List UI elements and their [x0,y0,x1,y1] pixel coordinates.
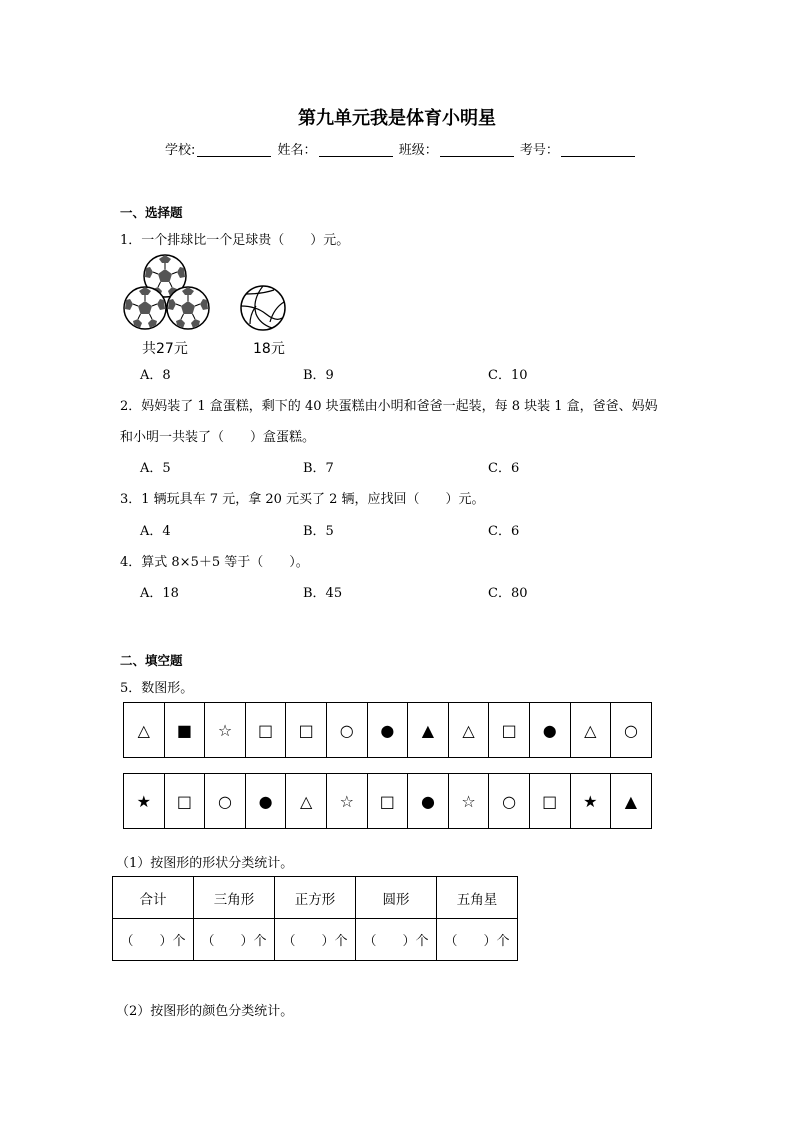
shape-cell: △ [448,703,489,758]
shape-cell: ☆ [205,703,246,758]
sub-question-1: （1）按图形的形状分类统计。 [116,856,294,871]
soccer-ball-right [167,287,209,329]
q3-option-b[interactable]: B．5 [303,524,334,539]
q2-option-a[interactable]: A．5 [140,461,171,476]
name-label: 姓名： [277,143,317,158]
shape-cell: ○ [326,703,367,758]
q3-option-c[interactable]: C．6 [488,524,520,539]
question-4-text: 4．算式 8×5＋5 等于（ ）。 [120,555,309,570]
section-fill-heading: 二、填空题 [120,653,183,668]
sub-question-2: （2）按图形的颜色分类统计。 [116,1004,294,1019]
page-title: 第九单元我是体育小明星 [298,108,496,129]
exam-no-blank[interactable] [561,142,635,157]
answer-triangle[interactable]: （ ）个 [194,919,275,961]
shape-cell: ▲ [611,774,652,829]
shape-cell: ■ [164,703,205,758]
shape-cell: □ [489,703,530,758]
q3-option-a[interactable]: A．4 [140,524,171,539]
shape-cell: ○ [205,774,246,829]
shape-cell: □ [245,703,286,758]
q2-option-c[interactable]: C．6 [488,461,520,476]
shape-cell: ● [408,774,449,829]
question-5-text: 5．数图形。 [120,681,194,696]
shape-cell: ☆ [448,774,489,829]
header-total: 合计 [113,877,194,919]
three-soccer-balls-image [120,252,220,336]
name-blank[interactable] [319,142,393,157]
q4-option-a[interactable]: A．18 [140,586,179,601]
volleyball-price-caption: 18元 [253,341,285,357]
header-star: 五角星 [437,877,518,919]
header-triangle: 三角形 [194,877,275,919]
shape-cell: □ [164,774,205,829]
answer-circle[interactable]: （ ）个 [356,919,437,961]
q1-option-c[interactable]: C．10 [488,368,528,383]
q4-option-c[interactable]: C．80 [488,586,528,601]
shape-cell: △ [286,774,327,829]
shape-cell: □ [367,774,408,829]
class-label: 班级： [398,143,438,158]
exam-no-label: 考号： [519,143,559,158]
q1-option-b[interactable]: B．9 [303,368,334,383]
shape-cell: ★ [570,774,611,829]
volleyball-image [238,284,290,334]
header-circle: 圆形 [356,877,437,919]
shape-cell: △ [124,703,165,758]
shapes-row-1 [123,702,652,758]
school-label: 学校: [165,143,196,158]
shapes-row-2 [123,773,652,829]
answer-star[interactable]: （ ）个 [437,919,518,961]
header-square: 正方形 [275,877,356,919]
answer-square[interactable]: （ ）个 [275,919,356,961]
answer-total[interactable]: （ ）个 [113,919,194,961]
shape-cell: □ [529,774,570,829]
soccer-ball-left [124,287,166,329]
shape-cell: ▲ [408,703,449,758]
section-choice-heading: 一、选择题 [120,205,183,220]
question-2-line-2: 和小明一共装了（ ）盒蛋糕。 [120,430,316,445]
q2-option-b[interactable]: B．7 [303,461,334,476]
shape-cell: ☆ [326,774,367,829]
shape-cell: ● [367,703,408,758]
shape-cell: ● [529,703,570,758]
shape-cell: ● [245,774,286,829]
shape-cell: ★ [124,774,165,829]
question-1-text: 1．一个排球比一个足球贵（ ）元。 [120,233,350,248]
shape-cell: ○ [611,703,652,758]
student-info-line [165,139,637,158]
question-3-text: 3．1 辆玩具车 7 元，拿 20 元买了 2 辆，应找回（ ）元。 [120,492,485,507]
q4-option-b[interactable]: B．45 [303,586,343,601]
q1-option-a[interactable]: A．8 [140,368,171,383]
shape-count-table [112,876,518,961]
shape-cell: △ [570,703,611,758]
soccer-price-caption: 共27元 [142,341,188,357]
shape-cell: □ [286,703,327,758]
school-blank[interactable] [197,142,271,157]
question-2-line-1: 2．妈妈装了 1 盒蛋糕，剩下的 40 块蛋糕由小明和爸爸一起装，每 8 块装 1 盒，爸爸、妈妈 [120,399,658,414]
class-blank[interactable] [440,142,514,157]
shape-cell: ○ [489,774,530,829]
